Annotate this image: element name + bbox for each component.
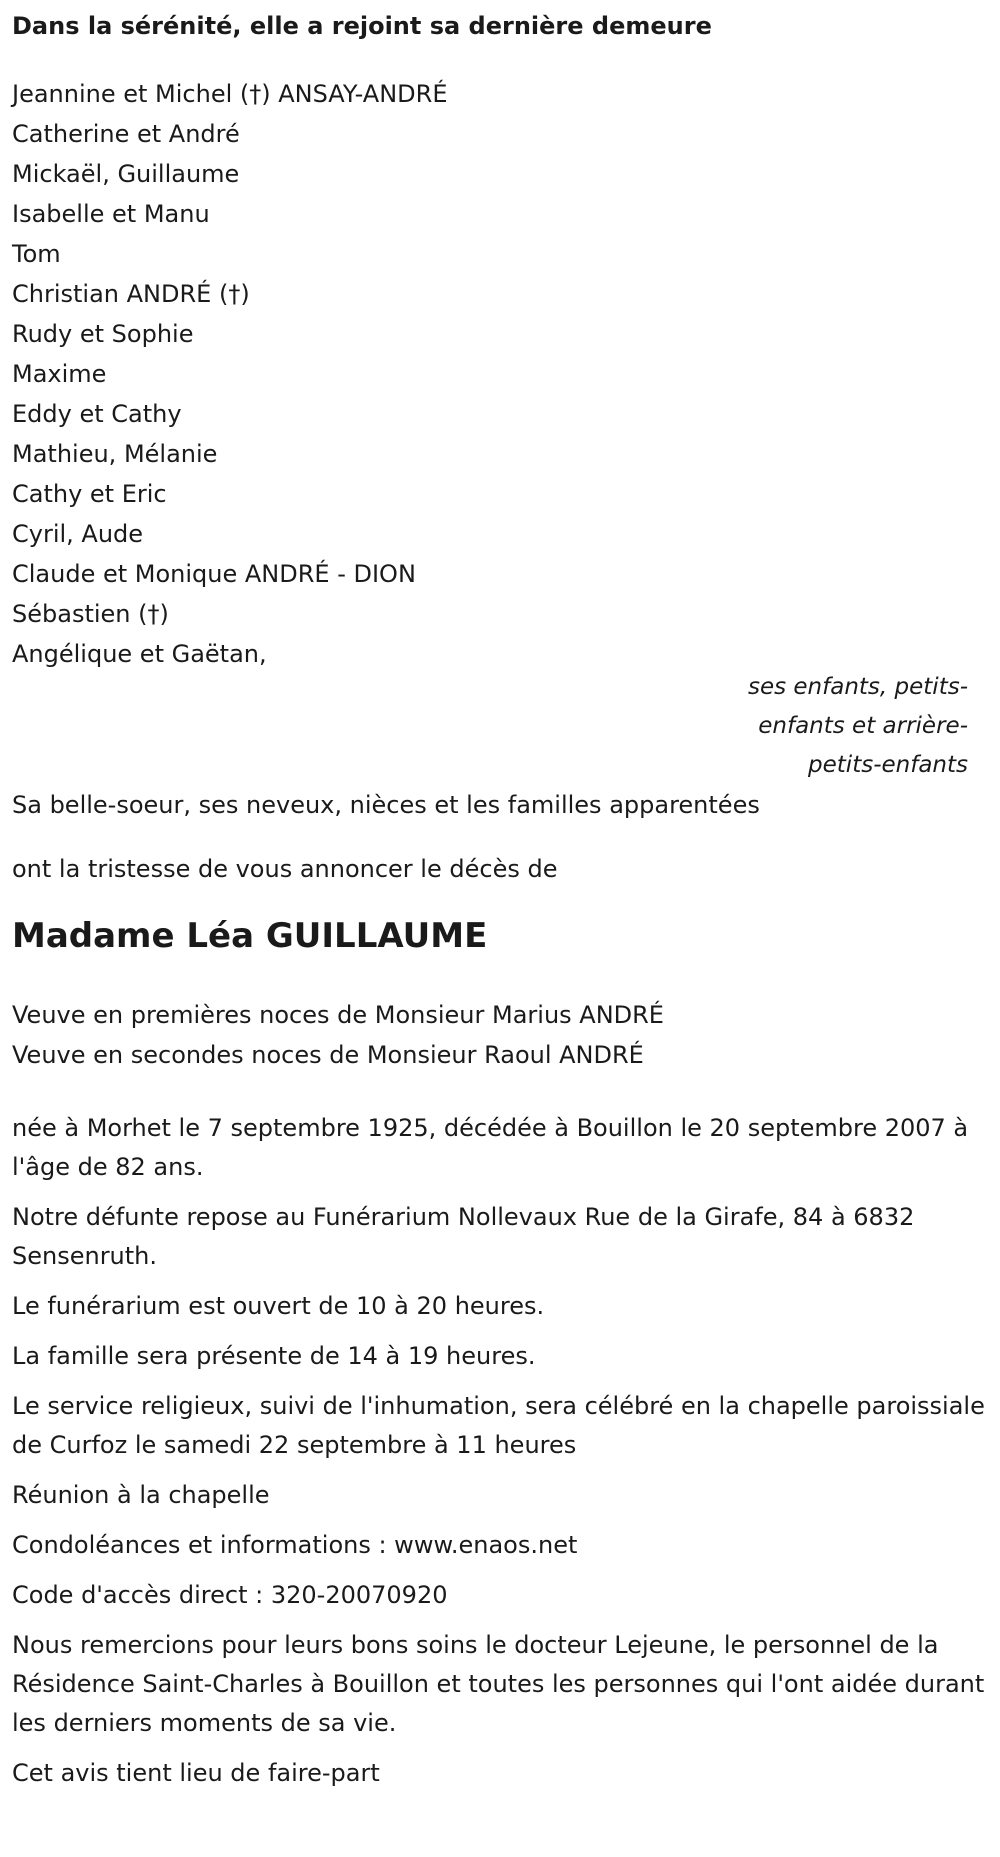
family-line: Mathieu, Mélanie (12, 440, 218, 468)
family-line: Eddy et Cathy (12, 400, 182, 428)
family-line: Mickaël, Guillaume (12, 160, 240, 188)
family-line: Rudy et Sophie (12, 320, 194, 348)
closing-paragraph: Cet avis tient lieu de faire-part (12, 1759, 380, 1787)
in-laws-line: Sa belle-soeur, ses neveux, nièces et les familles apparentées (12, 791, 760, 819)
announcement-line: ont la tristesse de vous annoncer le décès de (12, 855, 558, 883)
family-line: Tom (12, 240, 61, 268)
family-line: Jeannine et Michel (†) ANSAY-ANDRÉ (12, 80, 448, 108)
thanks-paragraph: Nous remercions pour leurs bons soins le docteur Lejeune, le personnel de la Résidence Saint-Charles à Bouillon et toutes les personnes qui l'ont aidée durant les derniers moments de sa vie. (12, 1631, 985, 1737)
family-line: Isabelle et Manu (12, 200, 210, 228)
family-line: Cathy et Eric (12, 480, 167, 508)
access-code-paragraph: Code d'accès direct : 320-20070920 (12, 1581, 448, 1609)
family-line: Sébastien (†) (12, 600, 169, 628)
family-line: Maxime (12, 360, 107, 388)
opening-hours-paragraph: Le funérarium est ouvert de 10 à 20 heures. (12, 1292, 545, 1320)
birth-death-paragraph: née à Morhet le 7 septembre 1925, décédée à Bouillon le 20 septembre 2007 à l'âge de 82 ans. (12, 1114, 969, 1181)
widow-line: Veuve en secondes noces de Monsieur Raoul ANDRÉ (12, 1041, 644, 1069)
relation-note: ses enfants, petits-enfants et arrière-petits-enfants (747, 674, 968, 778)
deceased-name: Madame Léa GUILLAUME (12, 916, 488, 956)
family-line: Catherine et André (12, 120, 240, 148)
family-presence-paragraph: La famille sera présente de 14 à 19 heures. (12, 1342, 536, 1370)
family-line: Angélique et Gaëtan, (12, 640, 267, 668)
reunion-paragraph: Réunion à la chapelle (12, 1481, 270, 1509)
family-line: Claude et Monique ANDRÉ - DION (12, 560, 416, 588)
family-line: Cyril, Aude (12, 520, 144, 548)
service-paragraph: Le service religieux, suivi de l'inhumation, sera célébré en la chapelle paroissiale de Curfoz le samedi 22 septembre à 11 heures (12, 1392, 985, 1459)
notice-heading: Dans la sérénité, elle a rejoint sa dernière demeure (12, 12, 712, 40)
widow-line: Veuve en premières noces de Monsieur Marius ANDRÉ (12, 1001, 664, 1029)
condolences-paragraph: Condoléances et informations : www.enaos.net (12, 1531, 578, 1559)
family-line: Christian ANDRÉ (†) (12, 280, 250, 308)
repose-paragraph: Notre défunte repose au Funérarium Nollevaux Rue de la Girafe, 84 à 6832 Sensenruth. (12, 1203, 915, 1270)
family-list (12, 74, 988, 674)
